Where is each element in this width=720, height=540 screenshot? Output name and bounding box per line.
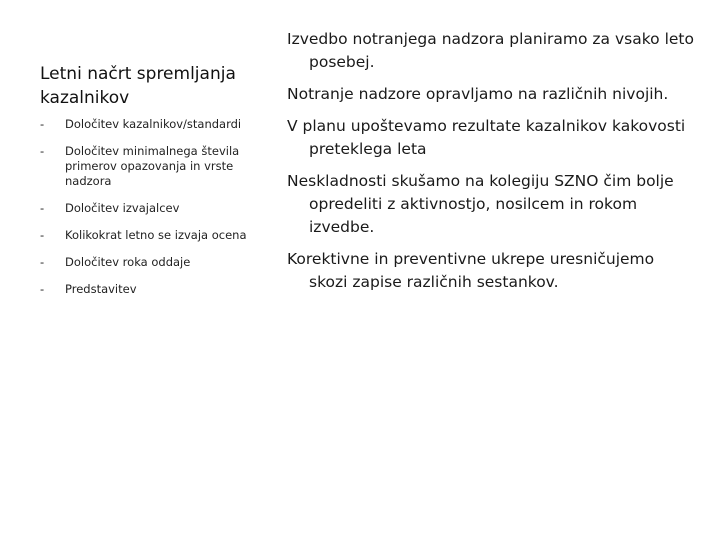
list-item	[40, 282, 280, 297]
list-item-text: Določitev kazalnikov/standardi	[65, 117, 242, 131]
list-item-text: Predstavitev	[65, 282, 137, 296]
list-item	[40, 255, 280, 270]
dash-bullet: -	[40, 282, 45, 296]
left-bullet-list	[40, 117, 280, 309]
paragraph-item: V planu upoštevamo rezultate kazalnikov kakovosti preteklega leta	[287, 117, 686, 158]
dash-bullet: -	[40, 201, 45, 215]
list-item	[40, 201, 280, 216]
list-item	[40, 144, 280, 189]
list-item	[40, 117, 280, 132]
right-text-list	[287, 28, 697, 303]
left-title: Letni načrt spremljanja kazalnikov	[40, 64, 236, 108]
list-item-text: Kolikokrat letno se izvaja ocena	[65, 228, 247, 242]
paragraph-item: Neskladnosti skušamo na kolegiju SZNO čim bolje opredeliti z aktivnostjo, nosilcem in rokom izvedbe.	[287, 172, 674, 236]
paragraph-item: Korektivne in preventivne ukrepe uresničujemo skozi zapise različnih sestankov.	[287, 250, 655, 291]
list-item-text: Določitev minimalnega števila primerov opazovanja in vrste nadzora	[65, 144, 240, 188]
paragraph-item: Notranje nadzore opravljamo na različnih nivojih.	[287, 85, 669, 103]
paragraph-item: Izvedbo notranjega nadzora planiramo za vsako leto posebej.	[287, 30, 694, 71]
dash-bullet: -	[40, 117, 45, 131]
list-item-text: Določitev izvajalcev	[65, 201, 180, 215]
dash-bullet: -	[40, 144, 45, 158]
dash-bullet: -	[40, 255, 45, 269]
list-item-text: Določitev roka oddaje	[65, 255, 191, 269]
list-item	[40, 228, 280, 243]
dash-bullet: -	[40, 228, 45, 242]
